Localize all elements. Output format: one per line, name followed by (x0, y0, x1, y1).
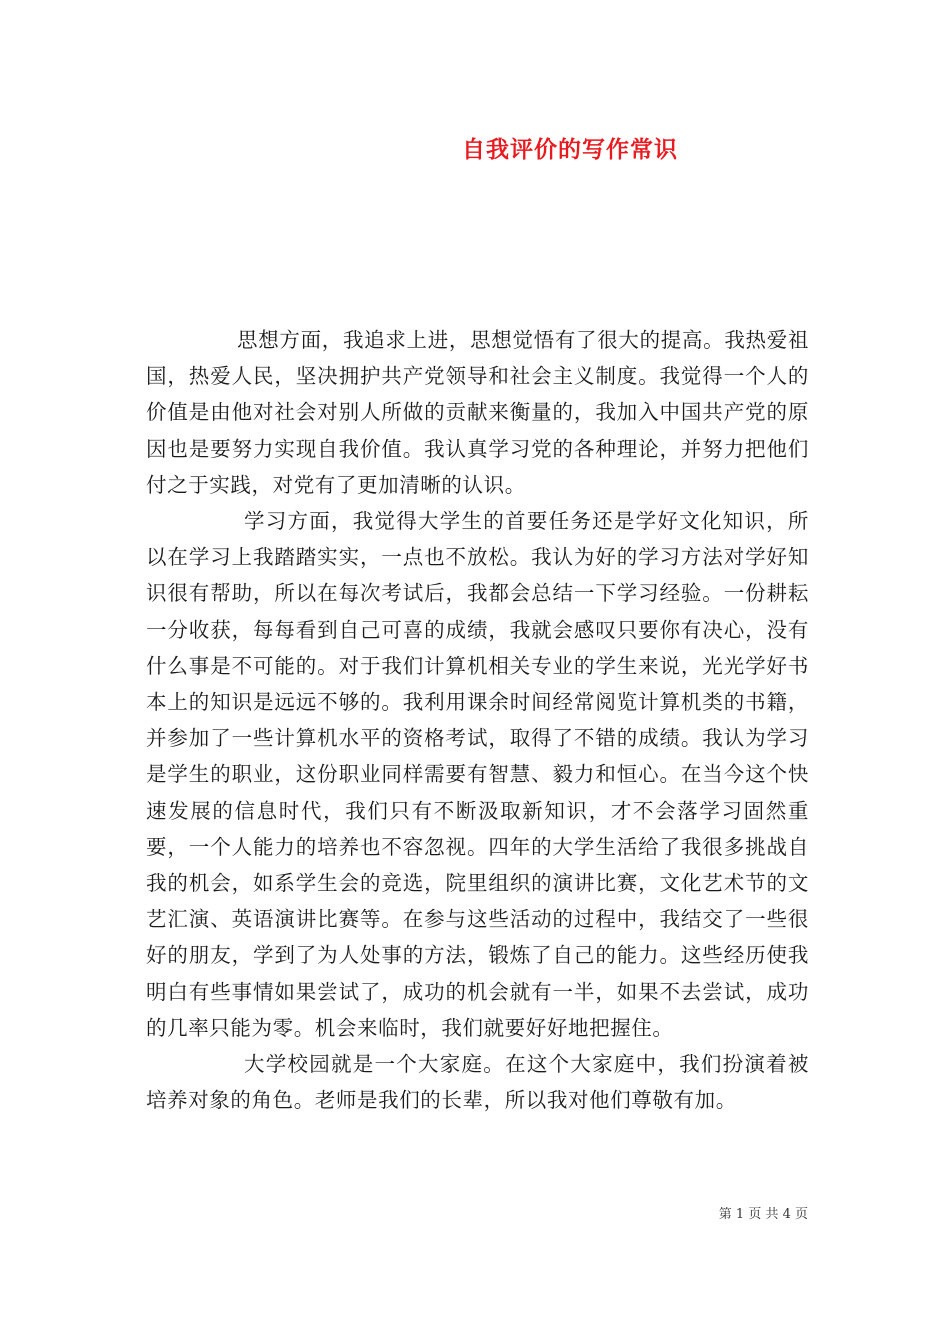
document-body (146, 322, 809, 1118)
page-number-footer: 第 1 页 共 4 页 (718, 1207, 808, 1222)
paragraph-study: 学习方面，我觉得大学生的首要任务还是学好文化知识，所以在学习上我踏踏实实，一点也不放松。我认为好的学习方法对学好知识很有帮助，所以在每次考试后，我都会总结一下学习经验。一份耕耘一分收获，每每看到自己可喜的成绩，我就会感叹只要你有决心，没有什么事是不可能的。对于我们计算机相关专业的学生来说，光光学好书本上的知识是远远不够的。我利用课余时间经常阅览计算机类的书籍，并参加了一些计算机水平的资格考试，取得了不错的成绩。我认为学习是学生的职业，这份职业同样需要有智慧、毅力和恒心。在当今这个快速发展的信息时代，我们只有不断汲取新知识，才不会落学习固然重要，一个人能力的培养也不容忽视。四年的大学生活给了我很多挑战自我的机会，如系学生会的竞选，院里组织的演讲比赛，文化艺术节的文艺汇演、英语演讲比赛等。在参与这些活动的过程中，我结交了一些很好的朋友，学到了为人处事的方法，锻炼了自己的能力。这些经历使我明白有些事情如果尝试了，成功的机会就有一半，如果不去尝试，成功的几率只能为零。机会来临时，我们就要好好地把握住。 (146, 509, 809, 1040)
paragraph-campus: 大学校园就是一个大家庭。在这个大家庭中，我们扮演着被培养对象的角色。老师是我们的长辈，所以我对他们尊敬有加。 (146, 1052, 809, 1113)
document-title: 自我评价的写作常识 (462, 136, 678, 163)
paragraph-thought: 思想方面，我追求上进，思想觉悟有了很大的提高。我热爱祖国，热爱人民，坚决拥护共产党领导和社会主义制度。我觉得一个人的价值是由他对社会对别人所做的贡献来衡量的，我加入中国共产党的原因也是要努力实现自我价值。我认真学习党的各种理论，并努力把他们付之于实践，对党有了更加清晰的认识。 (146, 328, 809, 497)
